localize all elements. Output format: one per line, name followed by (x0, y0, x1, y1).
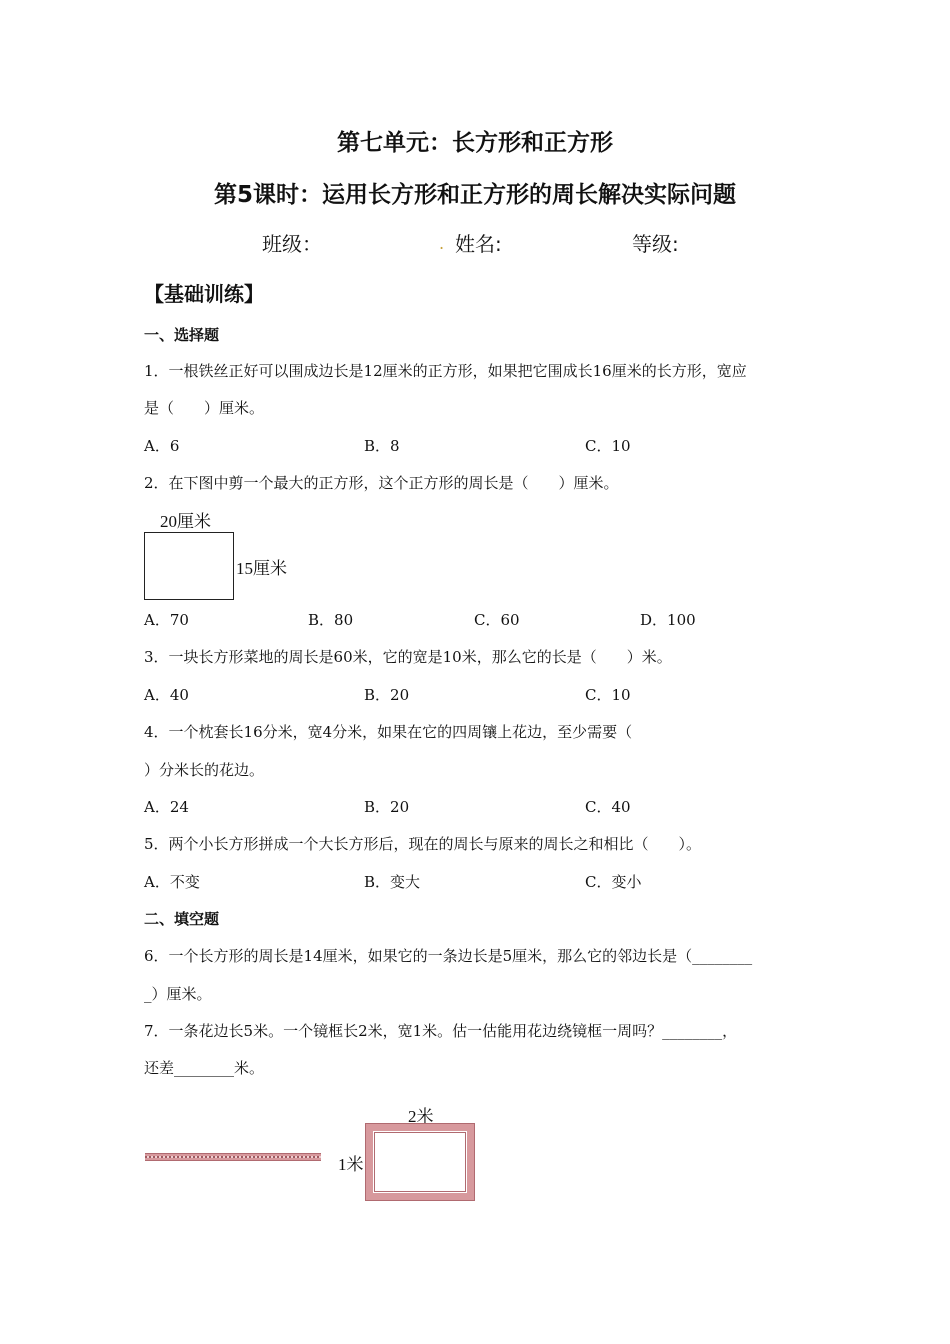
q7-line2: 还差________米。 (144, 1059, 265, 1077)
q4-line2: ）分米长的花边。 (144, 761, 265, 779)
q1-option-c: C．10 (585, 437, 631, 455)
q3-option-b: B．20 (364, 686, 410, 704)
q6-line1: 6．一个长方形的周长是14厘米，如果它的一条边长是5厘米，那么它的邻边长是（________ (144, 947, 753, 965)
q1-line1: 1．一根铁丝正好可以围成边长是12厘米的正方形，如果把它围成长16厘米的长方形，宽应 (144, 362, 747, 380)
q2-figure-top-label: 20厘米 (160, 512, 211, 531)
part1-title: 一、选择题 (144, 326, 220, 344)
q3-line1: 3．一块长方形菜地的周长是60米，它的宽是10米，那么它的长是（ ）米。 (144, 648, 672, 666)
class-label: 班级： (262, 232, 322, 256)
q1-line2: 是（ ）厘米。 (144, 399, 265, 417)
q2-option-c: C．60 (474, 611, 520, 629)
section-title: 【基础训练】 (144, 282, 264, 306)
q2-option-d: D．100 (640, 611, 696, 629)
q5-option-b: B．变大 (364, 873, 421, 891)
q2-line1: 2．在下图中剪一个最大的正方形，这个正方形的周长是（ ）厘米。 (144, 474, 619, 492)
q4-option-c: C．40 (585, 798, 631, 816)
q4-option-a: A．24 (144, 798, 189, 816)
q2-option-a: A．70 (144, 611, 189, 629)
lesson-title: 第5课时：运用长方形和正方形的周长解决实际问题 (213, 182, 736, 208)
decorative-dot: . (439, 234, 445, 253)
name-label: 姓名: (455, 232, 502, 256)
q4-line1: 4．一个枕套长16分米，宽4分米，如果在它的四周镶上花边，至少需要（ (144, 723, 633, 741)
grade-label: 等级: (632, 232, 679, 256)
q5-line1: 5．两个小长方形拼成一个大长方形后，现在的周长与原来的周长之和相比（ ）。 (144, 835, 702, 853)
q6-line2: _）厘米。 (144, 985, 212, 1003)
q5-option-a: A．不变 (144, 873, 200, 891)
q7-figure-top-label: 2米 (408, 1107, 434, 1126)
q7-figure-side-label: 1米 (338, 1155, 364, 1174)
q2-figure-side-label: 15厘米 (236, 559, 287, 578)
q4-option-b: B．20 (364, 798, 410, 816)
unit-title: 第七单元：长方形和正方形 (337, 130, 613, 156)
q2-rectangle-figure (144, 532, 234, 600)
q3-option-c: C．10 (585, 686, 631, 704)
q3-option-a: A．40 (144, 686, 189, 704)
part2-title: 二、填空题 (144, 910, 220, 928)
q1-option-a: A．6 (144, 437, 180, 455)
mirror-frame-figure (366, 1124, 474, 1200)
q5-option-c: C．变小 (585, 873, 642, 891)
q2-option-b: B．80 (308, 611, 354, 629)
q1-option-b: B．8 (364, 437, 400, 455)
q7-line1: 7．一条花边长5米。一个镜框长2米，宽1米。估一估能用花边绕镜框一周吗？________， (144, 1022, 738, 1040)
lace-trim-figure (145, 1153, 321, 1161)
